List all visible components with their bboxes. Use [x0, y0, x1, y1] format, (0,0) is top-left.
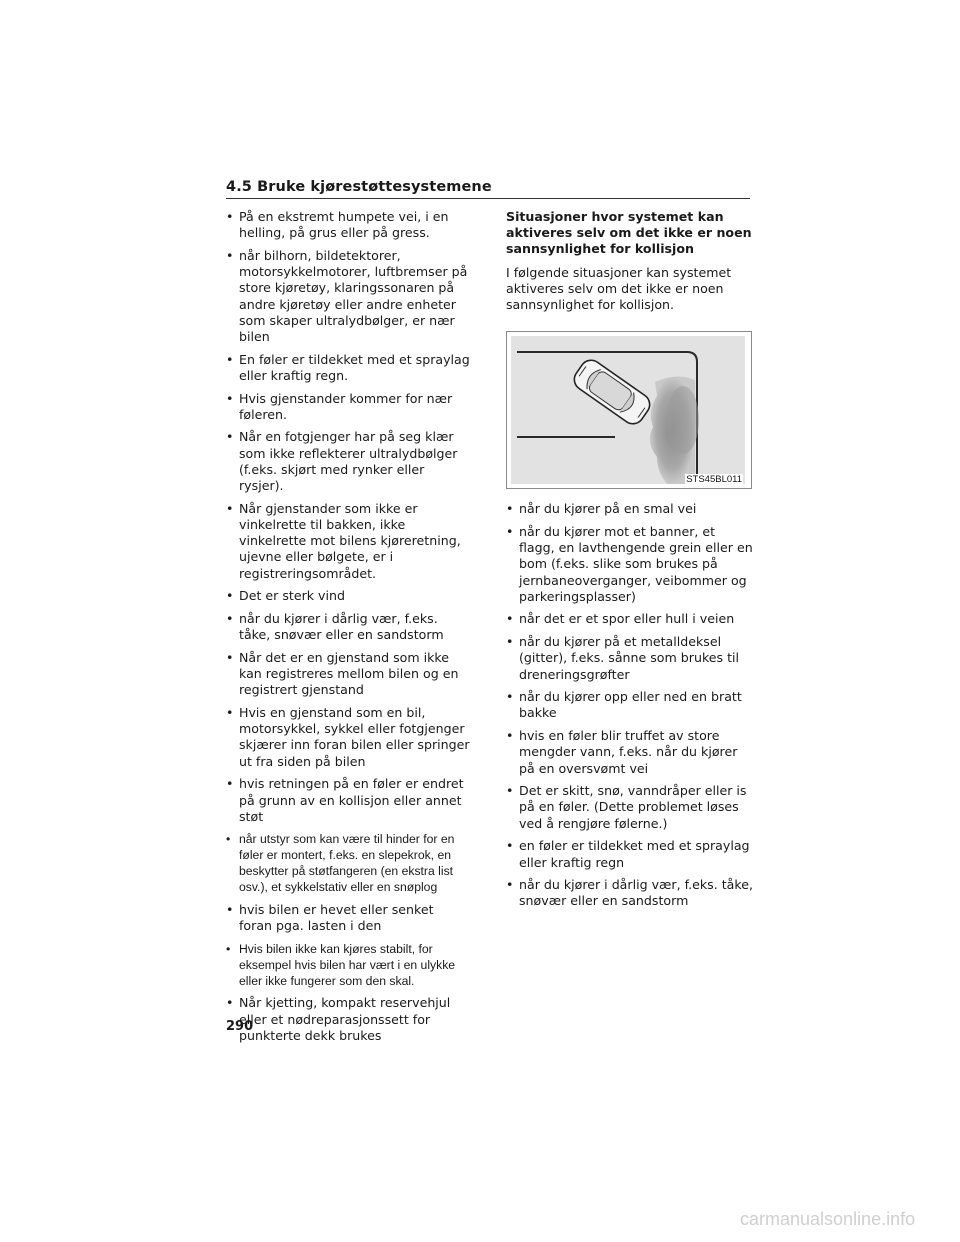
narrow-road-illustration [506, 331, 752, 489]
figure-code: STS45BL011 [686, 474, 742, 486]
list-item: • når bilhorn, bildetektorer, motorsykkelmotorer, luftbremser på store kjøretøy, klaringssonaren på andre kjøretøy eller andre enheter som skaper ultralydbølger, er nær bilen [226, 248, 470, 345]
obstacle-shadow [667, 386, 699, 454]
section-divider [226, 198, 750, 199]
list-item: • Når det er en gjenstand som ikke kan registreres mellom bilen og en registrert gjenstand [226, 650, 470, 699]
list-item: • når du kjører i dårlig vær, f.eks. tåke, snøvær eller en sandstorm [506, 877, 754, 909]
section-title: 4.5 Bruke kjørestøttesystemene [226, 179, 492, 195]
list-item: • På en ekstremt humpete vei, i en helling, på grus eller på gress. [226, 209, 470, 241]
list-item: • når utstyr som kan være til hinder for en føler er montert, f.eks. en slepekrok, en beskytter på støtfangeren (en ekstra list osv.), et sykkelstativ eller en snøplog [226, 831, 470, 895]
list-item: • når du kjører i dårlig vær, f.eks. tåke, snøvær eller en sandstorm [226, 611, 470, 643]
list-item: • Hvis gjenstander kommer for nær føleren. [226, 391, 470, 423]
list-item: • når det er et spor eller hull i veien [506, 611, 754, 627]
left-bullet-list [226, 209, 470, 1044]
watermark: carmanualsonline.info [740, 1209, 916, 1229]
list-item: • en føler er tildekket med et spraylag eller kraftig regn [506, 838, 754, 870]
right-column [506, 209, 754, 916]
list-item: • når du kjører på et metalldeksel (gitter), f.eks. sånne som brukes til dreneringsgrøfter [506, 634, 754, 683]
list-item: • Når kjetting, kompakt reservehjul eller et nødreparasjonssett for punkterte dekk brukes [226, 995, 470, 1044]
list-item: • Hvis en gjenstand som en bil, motorsykkel, sykkel eller fotgjenger skjærer inn foran bilen eller springer ut fra siden på bilen [226, 705, 470, 770]
list-item: • hvis retningen på en føler er endret på grunn av en kollisjon eller annet støt [226, 776, 470, 825]
list-item: • når du kjører på en smal vei [506, 501, 754, 517]
list-item: • Når gjenstander som ikke er vinkelrette til bakken, ikke vinkelrette mot bilens kjøreretning, ujevne eller bølgete, er i registreringsområdet. [226, 501, 470, 582]
list-item: • Det er sterk vind [226, 588, 470, 604]
list-item: • når du kjører opp eller ned en bratt bakke [506, 689, 754, 721]
illustration-graphic [507, 332, 751, 488]
right-bullet-list [506, 501, 754, 909]
list-item: • hvis en føler blir truffet av store mengder vann, f.eks. når du kjører på en oversvømt vei [506, 728, 754, 777]
list-item: • når du kjører mot et banner, et flagg, en lavthengende grein eller en bom (f.eks. slike som brukes på jernbaneoverganger, veibommer og parkeringsplasser) [506, 524, 754, 605]
list-item: • hvis bilen er hevet eller senket foran pga. lasten i den [226, 902, 470, 934]
page-number: 290 [226, 1019, 254, 1034]
left-column [226, 209, 470, 1050]
intro-paragraph: I følgende situasjoner kan systemet aktiveres selv om det ikke er noen sannsynlighet for kollisjon. [506, 264, 732, 313]
list-item: • En føler er tildekket med et spraylag eller kraftig regn. [226, 352, 470, 384]
list-item: • Hvis bilen ikke kan kjøres stabilt, for eksempel hvis bilen har vært i en ulykke eller ikke fungerer som den skal. [226, 941, 470, 989]
subheading: Situasjoner hvor systemet kan aktiveres selv om det ikke er noen sannsynlighet for kollisjon [506, 209, 752, 257]
list-item: • Det er skitt, snø, vanndråper eller is på en føler. (Dette problemet løses ved å rengjøre følerne.) [506, 783, 754, 832]
list-item: • Når en fotgjenger har på seg klær som ikke reflekterer ultralydbølger (f.eks. skjørt med rynker eller rysjer). [226, 429, 470, 494]
